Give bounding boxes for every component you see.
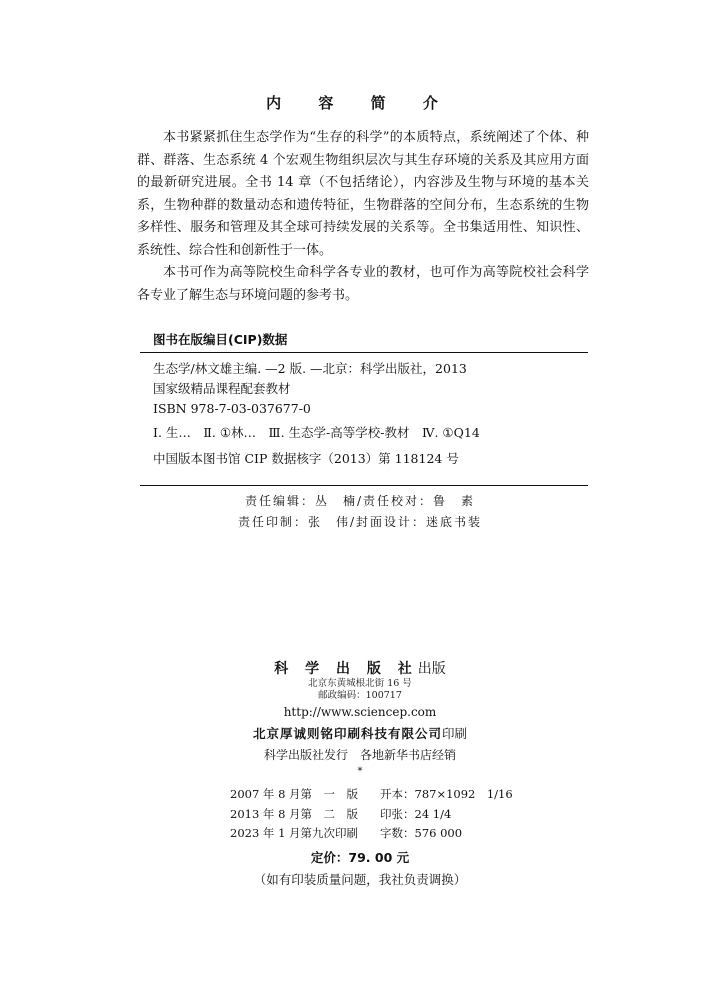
cip-title-line: 生态学/林文雄主编. —2 版. —北京：科学出版社，2013: [153, 361, 467, 376]
summary-paragraph-2: 本书可作为高等院校生命科学各专业的教材，也可作为高等院校社会科学各专业了解生态与环境问题的参考书。: [137, 265, 589, 303]
cip-bottom-rule: [140, 485, 588, 486]
cip-isbn-line: ISBN 978-7-03-037677-0: [153, 401, 311, 416]
edition-info: [230, 785, 530, 844]
editor-credits-line-1: 责任编辑：丛 楠/责任校对：鲁 素: [244, 494, 476, 508]
summary-heading: 内 容 简 介: [266, 94, 454, 112]
separator-star: *: [357, 766, 363, 777]
cip-top-rule: [140, 352, 588, 353]
editor-credits-line-2: 责任印制：张 伟/封面设计：迷底书装: [237, 515, 483, 529]
edition-row: [230, 805, 530, 825]
publisher-address: 北京东黄城根北街 16 号: [308, 678, 412, 689]
edition-row: [230, 785, 530, 805]
edition-spec: 印张：24 1/4: [380, 806, 452, 821]
publisher-url: http://www.sciencep.com: [283, 705, 437, 719]
cip-record-number-line: 中国版本图书馆 CIP 数据核字（2013）第 118124 号: [153, 451, 459, 466]
editor-credits: [0, 491, 720, 533]
edition-spec: 开本：787×1092 1/16: [380, 787, 513, 801]
edition-date: 2007 年 8 月第 一 版: [230, 787, 359, 801]
printer-name: [0, 723, 720, 745]
printer-name-text: 北京厚诚则铭印刷科技有限公司: [252, 726, 442, 741]
publisher-name-text: 科 学 出 版 社: [274, 661, 418, 677]
cip-series-line: 国家级精品课程配套教材: [153, 381, 291, 396]
price: 定价：79. 00 元: [310, 850, 410, 865]
distribution-line: 科学出版社发行 各地新华书店经销: [263, 748, 456, 762]
publisher-postcode: 邮政编码：100717: [318, 690, 402, 701]
edition-spec: 字数：576 000: [380, 826, 463, 840]
cip-title: 图书在版编目(CIP)数据: [153, 332, 288, 347]
quality-notice: （如有印装质量问题，我社负责调换）: [253, 872, 467, 887]
edition-row: [230, 824, 530, 844]
edition-date: 2013 年 8 月第 二 版: [230, 806, 359, 821]
publisher-block: [0, 660, 720, 779]
cip-block: [153, 359, 583, 469]
publisher-name: [0, 660, 720, 678]
summary-text: [137, 127, 589, 307]
publisher-name-suffix: 出版: [417, 661, 446, 677]
printer-name-suffix: 印刷: [442, 726, 468, 741]
cip-classification-line: Ⅰ. 生… Ⅱ. ①林… Ⅲ. 生态学-高等学校-教材 Ⅳ. ①Q14: [153, 425, 480, 440]
summary-paragraph-1: 本书紧紧抓住生态学作为“生存的科学”的本质特点，系统阐述了个体、种群、群落、生态系统 4 个宏观生物组织层次与其生存环境的关系及其应用方面的最新研究进展。全书 14 章（不包括绪论），内容涉及生物与环境的基本关系，生物种群的数量动态和遗传特征，生物群落的空间分布，生态系统的生物多样性、服务和管理及其全球可持续发展的关系等。全书集适用性、知识性、系统性、综合性和创新性于一体。: [137, 130, 589, 258]
edition-date: 2023 年 1 月第九次印刷: [230, 826, 359, 840]
